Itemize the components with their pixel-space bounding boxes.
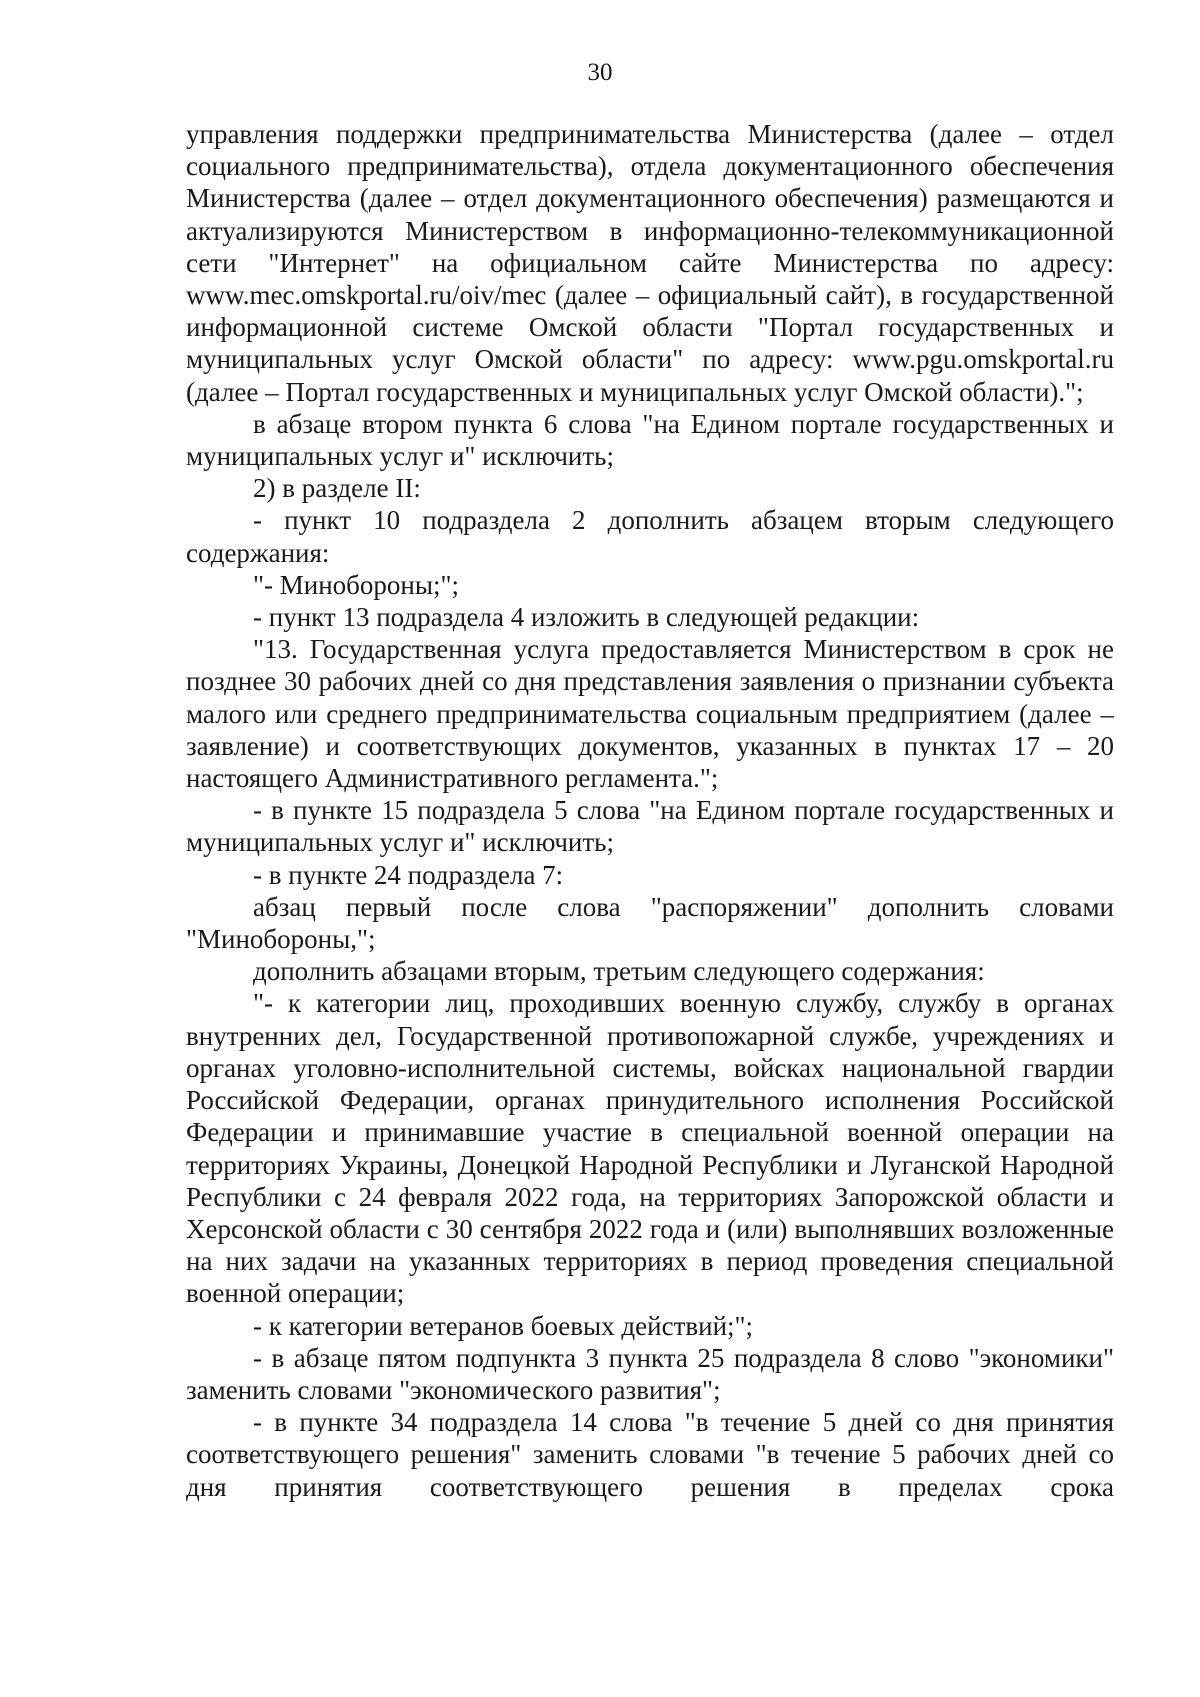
paragraph: - пункт 10 подраздела 2 дополнить абзацем вторым следующего содержания: xyxy=(186,505,1114,568)
paragraph: "- Минобороны;"; xyxy=(253,569,460,600)
paragraph: - в пункте 24 подраздела 7: xyxy=(253,859,564,890)
page-number: 30 xyxy=(587,59,613,86)
paragraph: - пункт 13 подраздела 4 изложить в следующей редакции: xyxy=(253,602,920,633)
paragraph: в абзаце втором пункта 6 слова "на Едином портале государственных и муниципальных услуг и" исключить; xyxy=(186,408,1114,472)
paragraph: абзац первый после слова "распоряжении" дополнить словами "Минобороны,"; xyxy=(186,891,1114,955)
paragraph: дополнить абзацами вторым, третьим следующего содержания: xyxy=(253,956,985,987)
paragraph: "- к категории лиц, проходивших военную службу, службу в органах внутренних дел, Государственной противопожарной службе, учреждениях и органах уголовно-исполнительной системы, войсках национальной гвардии Российской Федерации, органах принудительного исполнения Российской Федерации и принимавшие участие в специальной военной операции на территориях Украины, Донецкой Народной Республики и Луганской Народной Республики с 24 февраля 2022 года, на территориях Запорожской области и Херсонской области с 30 сентября 2022 года и (или) выполнявших возложенные на них задачи на указанных территориях в период проведения специальной военной операции; xyxy=(186,988,1114,1309)
paragraph: - в пункте 15 подраздела 5 слова "на Едином портале государственных и муниципальных услуг и" исключить; xyxy=(186,795,1114,858)
paragraph: - в абзаце пятом подпункта 3 пункта 25 подраздела 8 слово "экономики" заменить словами "экономического развития"; xyxy=(186,1342,1114,1405)
document-body xyxy=(186,118,1114,1503)
paragraph: - к категории ветеранов боевых действий;"; xyxy=(253,1310,754,1341)
paragraph: "13. Государственная услуга предоставляется Министерством в срок не позднее 30 рабочих дней со дня представления заявления о признании субъекта малого или среднего предпринимательства социальным предприятием (далее – заявление) и соответствующих документов, указанных в пунктах 17 – 20 настоящего Административного регламента."; xyxy=(186,634,1114,794)
paragraph: управления поддержки предпринимательства Министерства (далее – отдел социального предпринимательства), отдела документационного обеспечения Министерства (далее – отдел документационного обеспечения) размещаются и актуализируются Министерством в информационно-телекоммуникационной сети "Интернет" на официальном сайте Министерства по адресу: www.mec.omskportal.ru/oiv/mec (далее – официальный сайт), в государственной информационной системе Омской области "Портал государственных и муниципальных услуг Омской области" по адресу: www.pgu.omskportal.ru (далее – Портал государственных и муниципальных услуг Омской области)."; xyxy=(186,119,1114,407)
paragraph: - в пункте 34 подраздела 14 слова "в течение 5 дней со дня принятия соответствующего решения" заменить словами "в течение 5 рабочих дней со дня принятия соответствующего решения в пределах срока xyxy=(186,1407,1114,1502)
paragraph: 2) в разделе II: xyxy=(253,473,421,504)
